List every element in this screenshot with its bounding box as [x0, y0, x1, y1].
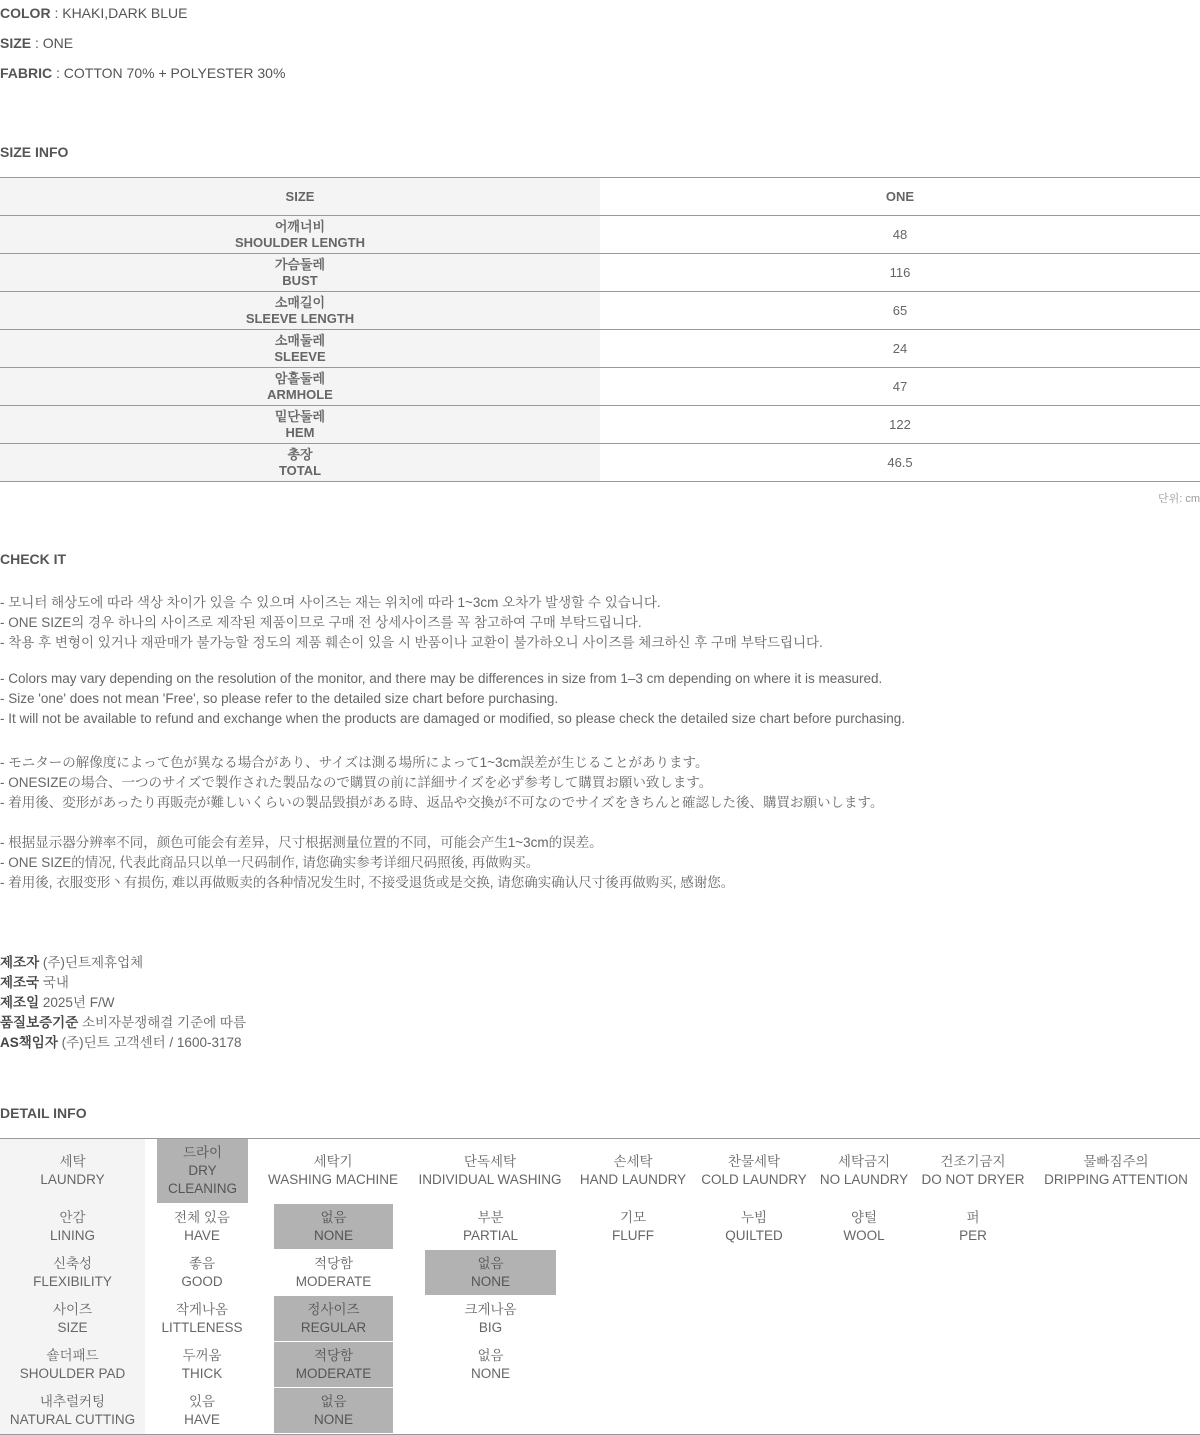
option-have — [150, 1204, 254, 1249]
measurement-label-ko: 소매둘레 — [274, 332, 326, 348]
size-header-label: SIZE — [0, 178, 600, 215]
option-en: GOOD — [181, 1273, 223, 1289]
option-en: NONE — [313, 1227, 353, 1243]
maker-info-label: 제조일 — [0, 995, 40, 1010]
table-row — [0, 406, 1200, 444]
option-none — [425, 1250, 556, 1295]
detail-label-en: SHOULDER PAD — [19, 1365, 126, 1381]
detail-label-ko: 사이즈 — [52, 1301, 93, 1317]
option-en: HAVE — [184, 1411, 220, 1427]
option-en: BIG — [478, 1319, 503, 1335]
option-ko: 세탁기 — [313, 1154, 353, 1169]
maker-info-warranty — [0, 1011, 246, 1031]
option-wool — [816, 1204, 912, 1249]
maker-info-date — [0, 991, 114, 1011]
option-dry-cleaning — [157, 1139, 248, 1203]
measurement-label-ko: 어깨너비 — [274, 218, 326, 234]
measurement-label-ko: 암홀둘레 — [274, 370, 326, 386]
maker-info-manufacturer — [0, 951, 143, 971]
detail-label-ko: 세탁 — [59, 1154, 86, 1169]
measurement-label — [0, 216, 600, 253]
option-ko: 기모 — [619, 1209, 647, 1225]
measurement-value: 116 — [889, 265, 911, 280]
measurement-value: 122 — [889, 417, 911, 432]
option-en: CLEANING — [167, 1181, 238, 1196]
detail-label-ko: 신축성 — [52, 1255, 93, 1271]
spec-value: : COTTON 70% + POLYESTER 30% — [52, 65, 286, 81]
option-moderate — [274, 1342, 393, 1387]
notice-line: - Colors may vary depending on the resolution of the monitor, and there may be differences in size from 1–3 cm depending on where it is measured. — [0, 671, 883, 686]
measurement-label-en: TOTAL — [278, 462, 322, 478]
maker-info-country — [0, 971, 69, 991]
detail-row-label-shoulder-pad — [0, 1342, 145, 1387]
measurement-label-en: HEM — [285, 424, 315, 440]
option-moderate — [274, 1250, 393, 1295]
spec-label: FABRIC — [0, 65, 53, 81]
option-ko: 두꺼움 — [182, 1347, 222, 1363]
maker-info-value: (주)딘트 고객센터 / 1600-3178 — [57, 1035, 242, 1050]
option-no-laundry — [816, 1139, 912, 1203]
table-row — [0, 368, 1200, 406]
option-ko: 크게나옴 — [464, 1301, 517, 1317]
option-ko: 찬물세탁 — [727, 1154, 781, 1169]
measurement-label — [0, 330, 600, 367]
detail-label-en: NATURAL CUTTING — [9, 1411, 136, 1427]
check-it-title: CHECK IT — [0, 551, 67, 567]
detail-row-label-flexibility — [0, 1250, 145, 1295]
detail-row-label-size — [0, 1296, 145, 1341]
option-none — [425, 1342, 556, 1387]
option-ko: 전체 있음 — [174, 1209, 230, 1225]
option-ko: 없음 — [320, 1393, 347, 1409]
option-en: PER — [959, 1227, 987, 1243]
option-ko: 없음 — [477, 1347, 504, 1363]
option-per — [918, 1204, 1028, 1249]
detail-label-ko: 안감 — [59, 1209, 86, 1225]
measurement-label — [0, 406, 600, 443]
measurement-label-en: SLEEVE LENGTH — [245, 310, 355, 326]
option-en: WASHING MACHINE — [267, 1172, 398, 1187]
size-table — [0, 177, 1200, 482]
table-row — [0, 330, 1200, 368]
measurement-label-ko: 밑단둘레 — [274, 408, 326, 424]
notice-line: - It will not be available to refund and exchange when the products are damaged or modified, so please check the detailed size chart before purchasing. — [0, 711, 906, 726]
measurement-label-en: SHOULDER LENGTH — [235, 234, 365, 250]
option-en: WOOL — [843, 1227, 885, 1243]
notice-line: - Size 'one' does not mean 'Free', so please refer to the detailed size chart before purchasing. — [0, 691, 559, 706]
option-ko: 작게나옴 — [175, 1301, 229, 1317]
option-ko: 좋음 — [188, 1255, 216, 1271]
size-table-header — [0, 178, 1200, 216]
option-ko: 부분 — [477, 1209, 504, 1225]
option-do-not-dryer — [918, 1139, 1028, 1203]
option-en: THICK — [181, 1365, 223, 1381]
option-ko: 단독세탁 — [463, 1154, 517, 1169]
notice-line: - ONE SIZE의 경우 하나의 사이즈로 제작된 제품이므로 구매 전 상세사이즈를 꼭 참고하여 구매 부탁드립니다. — [0, 615, 642, 630]
option-en: NO LAUNDRY — [819, 1172, 909, 1187]
notice-line: - 모니터 해상도에 따라 색상 차이가 있을 수 있으며 사이즈는 재는 위치에 따라 1~3cm 오차가 발생할 수 있습니다. — [0, 595, 661, 610]
option-ko: 누빔 — [740, 1209, 768, 1225]
notice-line: - モニターの解像度によって色が異なる場合があり、サイズは測る場所によって1~3cm誤差が生じることがあります。 — [0, 755, 709, 770]
maker-info-label: AS책임자 — [0, 1035, 58, 1050]
table-row — [0, 292, 1200, 330]
notice-line: - 착용 후 변형이 있거나 재판매가 불가능할 정도의 제품 훼손이 있을 시 반품이나 교환이 불가하오니 사이즈를 체크하신 후 구매 부탁드립니다. — [0, 635, 823, 650]
option-none — [274, 1388, 393, 1433]
option-en: REGULAR — [300, 1319, 367, 1335]
measurement-label — [0, 254, 600, 291]
spec-label: SIZE — [0, 35, 32, 51]
option-cold-laundry — [698, 1139, 810, 1203]
option-en: INDIVIDUAL WASHING — [418, 1172, 562, 1187]
option-ko: 없음 — [320, 1209, 347, 1225]
table-row — [0, 216, 1200, 254]
option-ko: 물빠짐주의 — [1083, 1154, 1149, 1169]
spec-value: : KHAKI,DARK BLUE — [50, 5, 188, 21]
maker-info-value: 2025년 F/W — [39, 995, 115, 1010]
option-en: LITTLENESS — [161, 1319, 243, 1335]
maker-info-value: 소비자분쟁해결 기준에 따름 — [78, 1015, 246, 1030]
spec-size — [0, 35, 73, 51]
measurement-label-ko: 가슴둘레 — [274, 256, 326, 272]
option-fluff — [576, 1204, 690, 1249]
maker-info-as-contact — [0, 1031, 241, 1051]
detail-row-label-lining — [0, 1204, 145, 1249]
option-en: COLD LAUNDRY — [701, 1172, 807, 1187]
unit-note: 단위: cm — [1157, 493, 1200, 505]
notice-line: - 着用後、変形があったり再販売が難しいくらいの製品毀損がある時、返品や交換が不可なのでサイズをきちんと確認した後、購買お願いします。 — [0, 795, 884, 810]
table-row — [0, 254, 1200, 292]
maker-info-value: 국내 — [39, 975, 69, 990]
detail-info-table — [0, 1138, 1200, 1435]
maker-info-label: 제조국 — [0, 975, 40, 990]
detail-label-en: FLEXIBILITY — [33, 1273, 112, 1289]
option-quilted — [698, 1204, 810, 1249]
maker-info-label: 품질보증기준 — [0, 1015, 79, 1030]
option-hand-laundry — [576, 1139, 690, 1203]
option-ko: 퍼 — [966, 1209, 980, 1225]
measurement-label-ko: 소매길이 — [274, 294, 326, 310]
option-en: DO NOT DRYER — [921, 1172, 1025, 1187]
spec-label: COLOR — [0, 5, 51, 21]
table-row — [0, 444, 1200, 482]
option-en: MODERATE — [295, 1365, 372, 1381]
measurement-label-ko: 총장 — [287, 446, 313, 462]
spec-color — [0, 5, 188, 21]
detail-label-en: LINING — [49, 1227, 95, 1243]
detail-label-ko: 숄더패드 — [46, 1347, 99, 1363]
detail-row-label-natural-cutting — [0, 1388, 145, 1433]
option-have — [150, 1388, 254, 1433]
option-en: HAND LAUNDRY — [579, 1172, 687, 1187]
spec-value: : ONE — [31, 35, 74, 51]
option-littleness — [150, 1296, 254, 1341]
option-ko: 드라이 — [182, 1145, 223, 1160]
option-ko: 적당함 — [313, 1255, 354, 1271]
measurement-label-en: SLEEVE — [274, 348, 326, 364]
option-en: MODERATE — [295, 1273, 372, 1289]
measurement-value: 65 — [892, 303, 908, 318]
notice-line: - ONE SIZE的情况, 代表此商品只以单一尺码制作, 请您确实参考详细尺码照後, 再做购买。 — [0, 855, 540, 870]
measurement-value: 46.5 — [887, 455, 913, 470]
option-good — [150, 1250, 254, 1295]
option-en: FLUFF — [612, 1227, 654, 1243]
option-ko: 양털 — [850, 1209, 878, 1225]
option-ko: 세탁금지 — [837, 1154, 891, 1169]
option-en: NONE — [313, 1411, 353, 1427]
option-washing-machine — [262, 1139, 404, 1203]
spec-fabric — [0, 65, 285, 81]
option-ko: 없음 — [477, 1255, 504, 1271]
option-en: DRY — [188, 1163, 217, 1178]
measurement-value: 47 — [892, 379, 908, 394]
detail-label-en: SIZE — [57, 1319, 88, 1335]
option-thick — [150, 1342, 254, 1387]
detail-info-title: DETAIL INFO — [0, 1105, 87, 1121]
measurement-label — [0, 368, 600, 405]
option-en: NONE — [470, 1273, 510, 1289]
measurement-value: 24 — [892, 341, 908, 356]
detail-row-label-laundry — [0, 1139, 145, 1203]
option-ko: 적당함 — [313, 1347, 354, 1363]
measurement-label — [0, 444, 600, 481]
option-big — [425, 1296, 556, 1341]
option-en: NONE — [470, 1365, 510, 1381]
measurement-label — [0, 292, 600, 329]
measurement-label-en: BUST — [282, 272, 318, 288]
option-en: QUILTED — [725, 1227, 783, 1243]
detail-label-en: LAUNDRY — [40, 1172, 105, 1187]
measurement-value: 48 — [892, 227, 908, 242]
option-none — [274, 1204, 393, 1249]
option-individual-washing — [414, 1139, 566, 1203]
size-info-title: SIZE INFO — [0, 144, 69, 160]
option-en: PARTIAL — [462, 1227, 519, 1243]
size-header-value: ONE — [885, 189, 915, 204]
detail-label-ko: 내추럴커팅 — [39, 1393, 106, 1409]
notice-line: - ONESIZEの場合、一つのサイズで製作された製品なので購買の前に詳細サイズを必ず参考して購買お願い致します。 — [0, 775, 713, 790]
measurement-label-en: ARMHOLE — [267, 386, 333, 402]
option-ko: 있음 — [188, 1393, 216, 1409]
maker-info-value: (주)딘트제휴업체 — [39, 955, 144, 970]
option-ko: 정사이즈 — [307, 1301, 360, 1317]
option-regular — [274, 1296, 393, 1341]
notice-line: - 着用後, 衣服变形丶有损伤, 难以再做贩卖的各种情况发生时, 不接受退货或是交换, 请您确实确认尺寸後再做购买, 感谢您。 — [0, 875, 735, 890]
option-dripping-attention — [1036, 1139, 1196, 1203]
option-en: DRIPPING ATTENTION — [1044, 1172, 1188, 1187]
option-en: HAVE — [184, 1227, 220, 1243]
option-ko: 손세탁 — [613, 1154, 653, 1169]
option-partial — [425, 1204, 556, 1249]
option-ko: 건조기금지 — [940, 1154, 1006, 1169]
notice-line: - 根据显示器分辨率不同，颜色可能会有差异，尺寸根据测量位置的不同，可能会产生1~3cm的误差。 — [0, 835, 603, 850]
maker-info-label: 제조자 — [0, 955, 40, 970]
